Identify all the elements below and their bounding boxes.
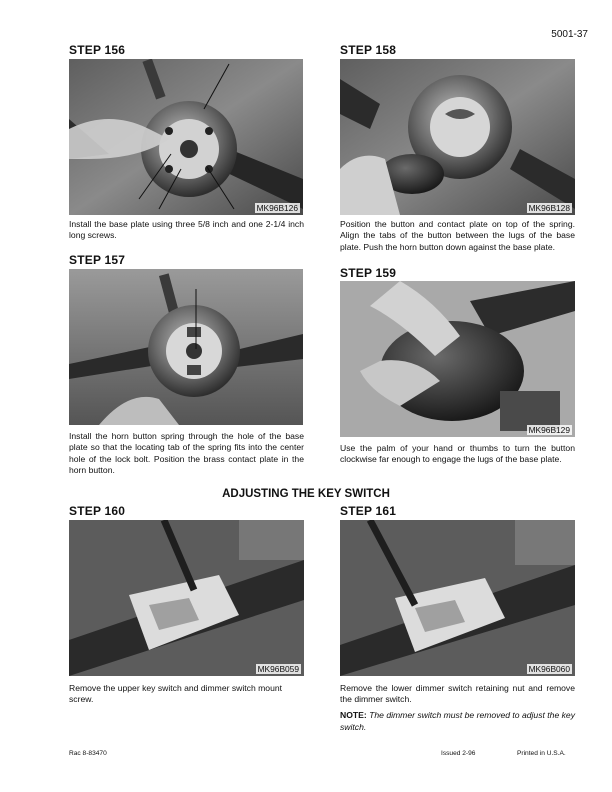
step-158-caption: Position the button and contact plate on top of the spring. Align the tabs of the button between the lugs of the base plate. Push the horn button down against the base plate. — [340, 219, 575, 252]
horn-spring-illustration — [69, 269, 303, 425]
step-160-photo — [69, 520, 304, 676]
footer-doc-number: Rac 8-83470 — [69, 750, 107, 757]
note-label: NOTE: — [340, 710, 367, 720]
step-156-title: STEP 156 — [69, 43, 126, 57]
step-160-caption: Remove the upper key switch and dimmer switch mount screw. — [69, 683, 283, 705]
button-contact-plate-illustration — [340, 59, 575, 215]
note-text: The dimmer switch must be removed to adjust the key switch. — [340, 710, 575, 732]
step-159-image-code: MK96B129 — [528, 425, 570, 435]
note — [340, 710, 575, 733]
step-158-photo — [340, 59, 575, 215]
section-heading: ADJUSTING THE KEY SWITCH — [222, 488, 390, 500]
step-161-caption: Remove the lower dimmer switch retaining nut and remove the dimmer switch. — [340, 683, 575, 705]
turn-button-illustration — [340, 281, 575, 437]
page-number: 5001-37 — [551, 29, 588, 40]
step-160-image-code: MK96B059 — [257, 664, 299, 674]
step-159-title: STEP 159 — [340, 266, 397, 280]
step-161-photo — [340, 520, 575, 676]
step-157-title: STEP 157 — [69, 253, 126, 267]
step-156-photo — [69, 59, 303, 215]
step-158-title: STEP 158 — [340, 43, 397, 57]
footer-issued: Issued 2-96 — [441, 750, 476, 757]
footer-printed: Printed in U.S.A. — [517, 750, 566, 757]
step-161-image-code: MK96B060 — [528, 664, 570, 674]
step-159-photo — [340, 281, 575, 437]
step-158-image-code: MK96B128 — [528, 203, 570, 213]
step-157-caption: Install the horn button spring through the hole of the base plate so that the locating tab of the spring fits into the center hole of the lock bolt. Position the brass contact plate in the horn button. — [69, 431, 304, 476]
step-161-title: STEP 161 — [340, 504, 397, 518]
step-156-image-code: MK96B126 — [256, 203, 298, 213]
key-switch-upper-illustration — [69, 520, 304, 676]
step-157-photo — [69, 269, 303, 425]
step-159-caption: Use the palm of your hand or thumbs to turn the button clockwise far enough to engage the lugs of the base plate. — [340, 443, 575, 465]
step-156-caption: Install the base plate using three 5/8 inch and one 2-1/4 inch long screws. — [69, 219, 304, 241]
dimmer-switch-illustration — [340, 520, 575, 676]
step-160-title: STEP 160 — [69, 504, 126, 518]
steering-hub-illustration — [69, 59, 303, 215]
